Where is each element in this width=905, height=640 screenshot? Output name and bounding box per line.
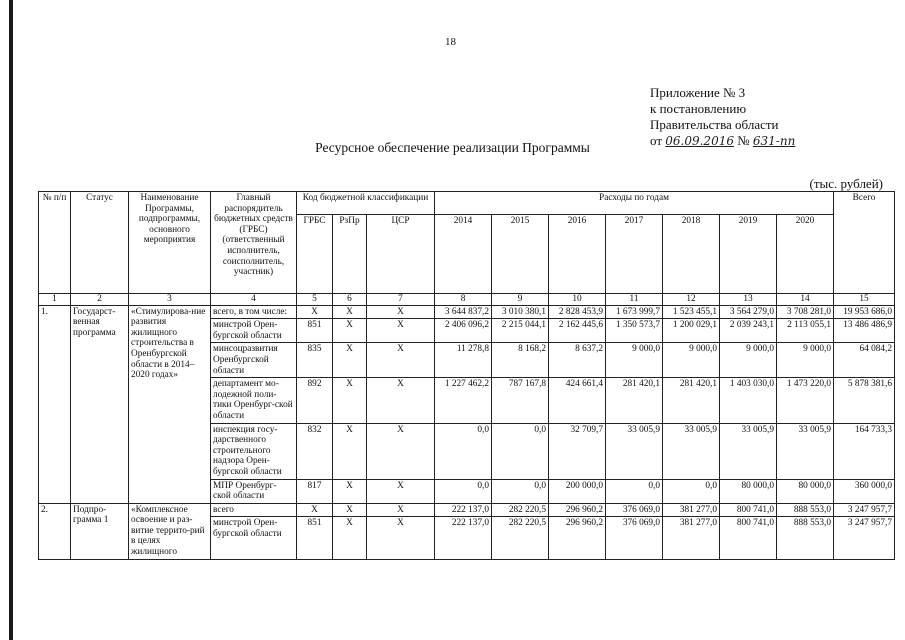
year-value: 222 137,0 xyxy=(435,503,492,517)
year-value: 2 406 096,2 xyxy=(435,319,492,343)
header-year: 2018 xyxy=(663,215,720,294)
total-value: 164 733,3 xyxy=(834,423,895,479)
date-prefix: от xyxy=(650,133,663,148)
total-value: 13 486 486,9 xyxy=(834,319,895,343)
grbs-name: всего, в том числе: xyxy=(211,305,297,319)
header-num: № п/п xyxy=(39,192,71,294)
left-edge-binding xyxy=(9,0,13,640)
year-value: 281 420,1 xyxy=(606,378,663,423)
total-value: 19 953 686,0 xyxy=(834,305,895,319)
header-rzpr: РзПр xyxy=(333,215,367,294)
table-row xyxy=(39,503,895,517)
handwritten-date: 06.09.2016 xyxy=(665,134,734,148)
year-value: 2 828 453,9 xyxy=(549,305,606,319)
year-value: 8 637,2 xyxy=(549,343,606,378)
header-csr: ЦСР xyxy=(367,215,435,294)
year-value: 2 039 243,1 xyxy=(720,319,777,343)
grbs-name: всего xyxy=(211,503,297,517)
year-value: 2 215 044,1 xyxy=(492,319,549,343)
year-value: 222 137,0 xyxy=(435,517,492,560)
grbs-code: 851 xyxy=(297,517,333,560)
column-number: 7 xyxy=(367,294,435,306)
column-number: 8 xyxy=(435,294,492,306)
row-status: Государст-венная программа xyxy=(71,305,129,503)
grbs-code: 892 xyxy=(297,378,333,423)
csr-code: Х xyxy=(367,517,435,560)
appendix-line-1: Приложение № 3 xyxy=(650,85,746,100)
grbs-name: минстрой Орен-бургской области xyxy=(211,319,297,343)
document-title: Ресурсное обеспечение реализации Программы xyxy=(315,140,590,155)
grbs-code: 832 xyxy=(297,423,333,479)
header-grbs: ГРБС xyxy=(297,215,333,294)
column-number: 2 xyxy=(71,294,129,306)
column-number: 12 xyxy=(663,294,720,306)
page-number: 18 xyxy=(445,36,456,48)
year-value: 0,0 xyxy=(435,479,492,503)
header-budget-code: Код бюджетной классификации xyxy=(297,192,435,215)
header-year: 2015 xyxy=(492,215,549,294)
header-grbs-main: Главный распорядитель бюджетных средств (ГРБС) (ответственный исполнитель, соисполнитель, участник) xyxy=(211,192,297,294)
year-value: 0,0 xyxy=(435,423,492,479)
column-number: 3 xyxy=(129,294,211,306)
year-value: 281 420,1 xyxy=(663,378,720,423)
column-number: 15 xyxy=(834,294,895,306)
grbs-name: минстрой Орен-бургской области xyxy=(211,517,297,560)
grbs-code: 851 xyxy=(297,319,333,343)
column-number: 9 xyxy=(492,294,549,306)
csr-code: Х xyxy=(367,319,435,343)
column-number: 10 xyxy=(549,294,606,306)
rzpr-code: Х xyxy=(333,305,367,319)
column-number: 11 xyxy=(606,294,663,306)
year-value: 800 741,0 xyxy=(720,503,777,517)
year-value: 376 069,0 xyxy=(606,503,663,517)
year-value: 0,0 xyxy=(492,479,549,503)
rzpr-code: Х xyxy=(333,319,367,343)
year-value: 8 168,2 xyxy=(492,343,549,378)
year-value: 9 000,0 xyxy=(720,343,777,378)
csr-code: Х xyxy=(367,503,435,517)
year-value: 9 000,0 xyxy=(777,343,834,378)
year-value: 3 644 837,2 xyxy=(435,305,492,319)
appendix-line-3: Правительства области xyxy=(650,117,779,132)
column-number: 5 xyxy=(297,294,333,306)
row-name: «Стимулирова-ние развития жилищного строительства в Оренбургской области в 2014–2020 годах» xyxy=(129,305,211,503)
year-value: 80 000,0 xyxy=(720,479,777,503)
year-value: 1 200 029,1 xyxy=(663,319,720,343)
handwritten-number: 631-пп xyxy=(752,134,796,148)
year-value: 424 661,4 xyxy=(549,378,606,423)
rzpr-code: Х xyxy=(333,517,367,560)
year-value: 800 741,0 xyxy=(720,517,777,560)
csr-code: Х xyxy=(367,378,435,423)
header-year: 2020 xyxy=(777,215,834,294)
row-name: «Комплексное освоение и раз-витие террито-рий в целях жилищного xyxy=(129,503,211,560)
year-value: 2 162 445,6 xyxy=(549,319,606,343)
rzpr-code: Х xyxy=(333,343,367,378)
grbs-code: Х xyxy=(297,503,333,517)
year-value: 381 277,0 xyxy=(663,517,720,560)
year-value: 1 523 455,1 xyxy=(663,305,720,319)
row-status: Подпро-грамма 1 xyxy=(71,503,129,560)
csr-code: Х xyxy=(367,423,435,479)
total-value: 64 084,2 xyxy=(834,343,895,378)
year-value: 33 005,9 xyxy=(777,423,834,479)
year-value: 1 473 220,0 xyxy=(777,378,834,423)
table-header-row-1 xyxy=(39,192,895,215)
header-year: 2017 xyxy=(606,215,663,294)
year-value: 0,0 xyxy=(606,479,663,503)
year-value: 200 000,0 xyxy=(549,479,606,503)
appendix-line-2: к постановлению xyxy=(650,101,747,116)
header-total: Всего xyxy=(834,192,895,294)
year-value: 0,0 xyxy=(663,479,720,503)
year-value: 296 960,2 xyxy=(549,517,606,560)
year-value: 3 010 380,1 xyxy=(492,305,549,319)
header-year: 2019 xyxy=(720,215,777,294)
year-value: 3 708 281,0 xyxy=(777,305,834,319)
grbs-code: Х xyxy=(297,305,333,319)
total-value: 3 247 957,7 xyxy=(834,503,895,517)
year-value: 11 278,8 xyxy=(435,343,492,378)
column-number: 1 xyxy=(39,294,71,306)
csr-code: Х xyxy=(367,479,435,503)
grbs-code: 835 xyxy=(297,343,333,378)
year-value: 888 553,0 xyxy=(777,503,834,517)
rzpr-code: Х xyxy=(333,378,367,423)
year-value: 1 227 462,2 xyxy=(435,378,492,423)
row-num: 1. xyxy=(39,305,71,503)
year-value: 381 277,0 xyxy=(663,503,720,517)
total-value: 3 247 957,7 xyxy=(834,517,895,560)
year-value: 888 553,0 xyxy=(777,517,834,560)
year-value: 33 005,9 xyxy=(720,423,777,479)
grbs-name: минсоцразвития Оренбургской области xyxy=(211,343,297,378)
total-value: 5 878 381,6 xyxy=(834,378,895,423)
grbs-code: 817 xyxy=(297,479,333,503)
table-row xyxy=(39,305,895,319)
header-expenses: Расходы по годам xyxy=(435,192,834,215)
year-value: 296 960,2 xyxy=(549,503,606,517)
year-value: 80 000,0 xyxy=(777,479,834,503)
column-numbers-row xyxy=(39,294,895,306)
total-value: 360 000,0 xyxy=(834,479,895,503)
rzpr-code: Х xyxy=(333,479,367,503)
resource-table xyxy=(38,191,895,560)
column-number: 14 xyxy=(777,294,834,306)
year-value: 1 350 573,7 xyxy=(606,319,663,343)
year-value: 282 220,5 xyxy=(492,517,549,560)
year-value: 33 005,9 xyxy=(663,423,720,479)
year-value: 787 167,8 xyxy=(492,378,549,423)
column-number: 13 xyxy=(720,294,777,306)
year-value: 33 005,9 xyxy=(606,423,663,479)
year-value: 32 709,7 xyxy=(549,423,606,479)
units-label: (тыс. рублей) xyxy=(809,176,883,191)
number-prefix: № xyxy=(737,133,750,148)
row-num: 2. xyxy=(39,503,71,560)
grbs-name: МПР Оренбург-ской области xyxy=(211,479,297,503)
csr-code: Х xyxy=(367,343,435,378)
year-value: 1 673 999,7 xyxy=(606,305,663,319)
year-value: 0,0 xyxy=(492,423,549,479)
grbs-name: департамент мо-лодежной поли-тики Оренбург-ской области xyxy=(211,378,297,423)
year-value: 376 069,0 xyxy=(606,517,663,560)
rzpr-code: Х xyxy=(333,423,367,479)
header-name: Наименование Программы, подпрограммы, основного мероприятия xyxy=(129,192,211,294)
rzpr-code: Х xyxy=(333,503,367,517)
year-value: 9 000,0 xyxy=(606,343,663,378)
year-value: 3 564 279,0 xyxy=(720,305,777,319)
header-status: Статус xyxy=(71,192,129,294)
csr-code: Х xyxy=(367,305,435,319)
year-value: 2 113 055,1 xyxy=(777,319,834,343)
column-number: 6 xyxy=(333,294,367,306)
header-year: 2014 xyxy=(435,215,492,294)
year-value: 282 220,5 xyxy=(492,503,549,517)
column-number: 4 xyxy=(211,294,297,306)
grbs-name: инспекция госу-дарственного строительного надзора Орен-бургской области xyxy=(211,423,297,479)
year-value: 9 000,0 xyxy=(663,343,720,378)
year-value: 1 403 030,0 xyxy=(720,378,777,423)
header-year: 2016 xyxy=(549,215,606,294)
